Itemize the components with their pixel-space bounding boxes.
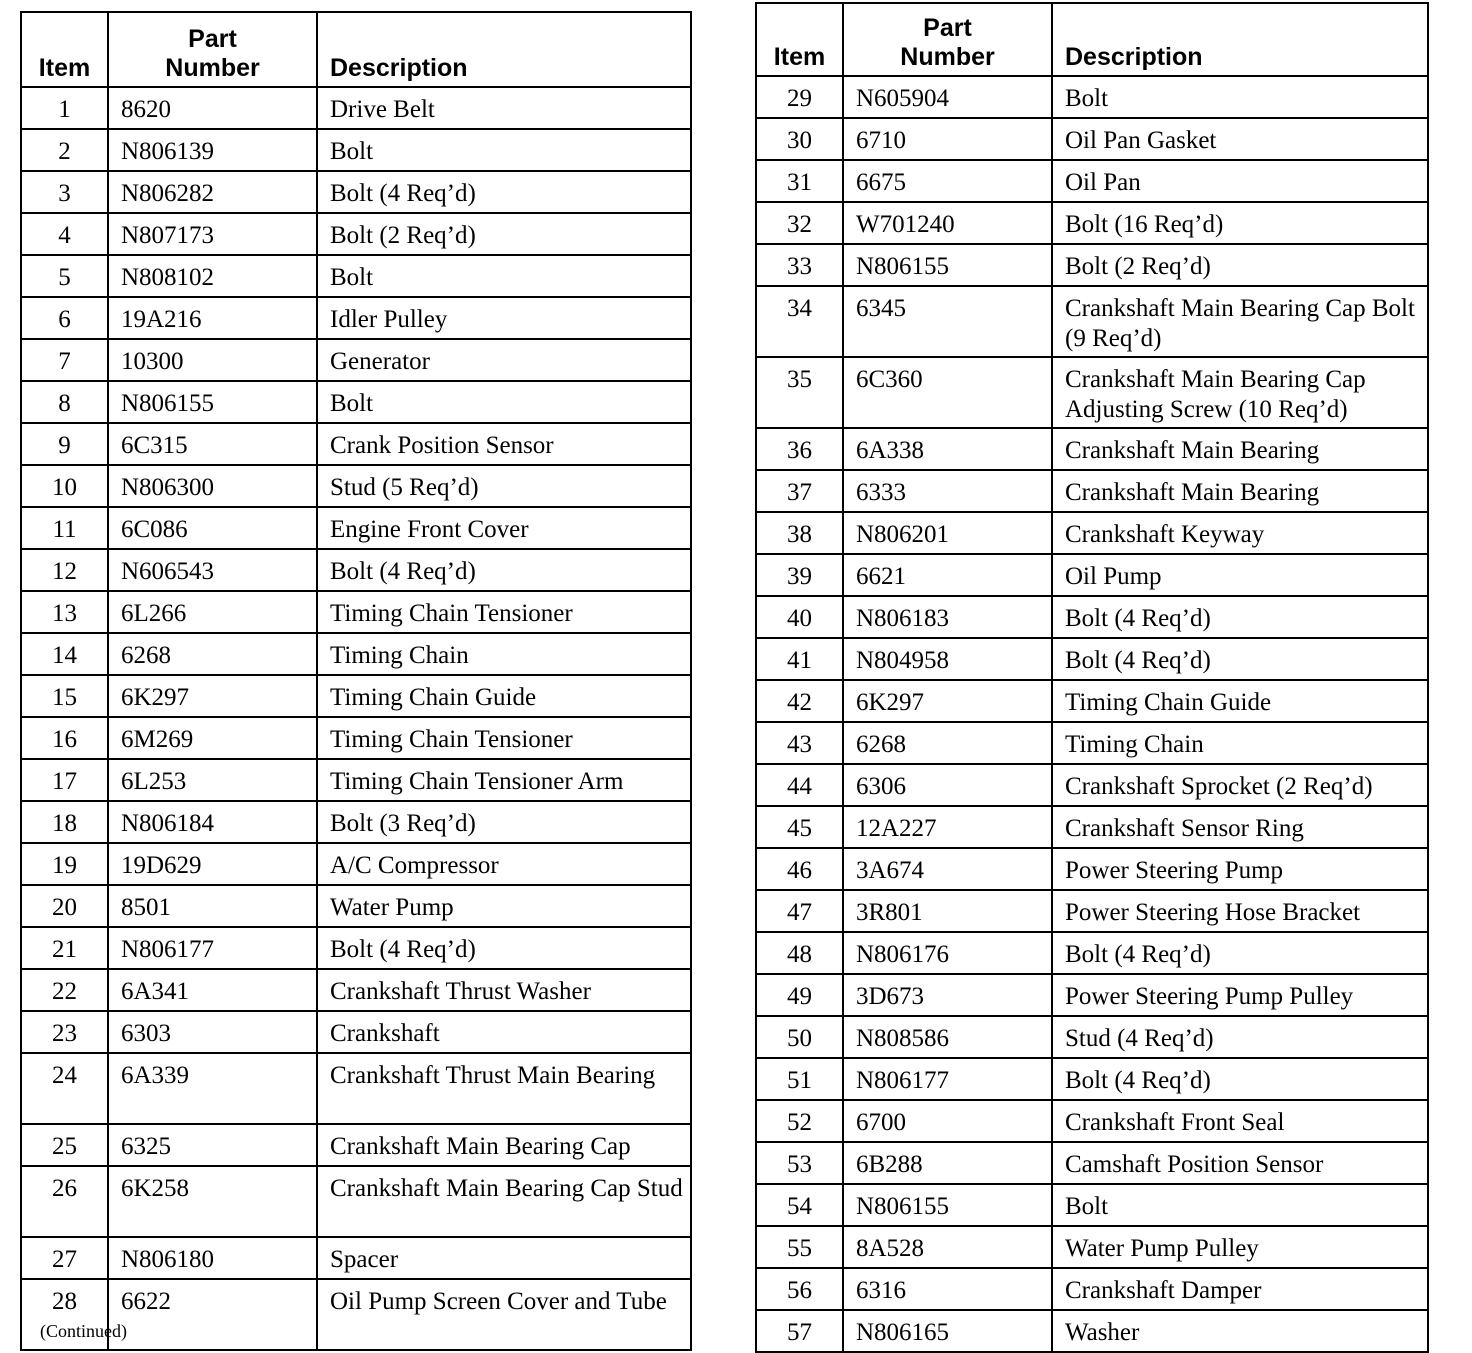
table-row (21, 591, 691, 633)
item-cell: 55 (756, 1226, 843, 1268)
part-number-cell: 6C086 (108, 507, 317, 549)
description-cell: Bolt (4 Req’d) (1052, 932, 1428, 974)
table-row (21, 1124, 691, 1166)
part-number-cell: 19A216 (108, 297, 317, 339)
part-number-cell: N806201 (843, 512, 1052, 554)
description-cell: Bolt (4 Req’d) (317, 171, 691, 213)
table-row (21, 1237, 691, 1279)
part-number-cell: N806155 (843, 244, 1052, 286)
part-number-cell: 6K297 (108, 675, 317, 717)
table-row (756, 974, 1428, 1016)
description-cell: Crankshaft Main Bearing Cap Adjusting Screw (10 Req’d) (1052, 357, 1428, 428)
description-cell: Crankshaft Main Bearing Cap Stud (317, 1166, 691, 1237)
description-cell: Stud (4 Req’d) (1052, 1016, 1428, 1058)
header-row (21, 12, 691, 87)
description-cell: Bolt (1052, 1184, 1428, 1226)
item-cell: 29 (756, 76, 843, 118)
item-cell: 31 (756, 160, 843, 202)
table-row (756, 1226, 1428, 1268)
description-cell: Power Steering Pump Pulley (1052, 974, 1428, 1016)
item-cell: 43 (756, 722, 843, 764)
table-row (21, 717, 691, 759)
description-cell: Oil Pan Gasket (1052, 118, 1428, 160)
table-row (21, 423, 691, 465)
description-cell: Washer (1052, 1310, 1428, 1352)
part-number-cell: 8A528 (843, 1226, 1052, 1268)
table-row (756, 680, 1428, 722)
description-cell: Crankshaft Sprocket (2 Req’d) (1052, 764, 1428, 806)
table-row (756, 1310, 1428, 1352)
part-number-cell: 8620 (108, 87, 317, 129)
table-row (756, 357, 1428, 428)
part-number-cell: 6268 (108, 633, 317, 675)
description-cell: Timing Chain (1052, 722, 1428, 764)
item-cell: 36 (756, 428, 843, 470)
item-cell: 17 (21, 759, 108, 801)
item-cell: 41 (756, 638, 843, 680)
description-cell: A/C Compressor (317, 843, 691, 885)
description-cell: Oil Pump Screen Cover and Tube (317, 1279, 691, 1350)
description-cell: Crankshaft Sensor Ring (1052, 806, 1428, 848)
part-number-cell: 3R801 (843, 890, 1052, 932)
item-cell: 28 (21, 1279, 108, 1350)
item-cell: 35 (756, 357, 843, 428)
part-number-cell: 6268 (843, 722, 1052, 764)
part-number-cell: 3D673 (843, 974, 1052, 1016)
description-cell: Timing Chain Tensioner Arm (317, 759, 691, 801)
item-cell: 8 (21, 381, 108, 423)
description-cell: Bolt (4 Req’d) (1052, 638, 1428, 680)
item-cell: 19 (21, 843, 108, 885)
item-cell: 46 (756, 848, 843, 890)
part-number-cell: 12A227 (843, 806, 1052, 848)
description-cell: Bolt (317, 129, 691, 171)
part-number-cell: N808102 (108, 255, 317, 297)
item-cell: 56 (756, 1268, 843, 1310)
description-cell: Bolt (317, 381, 691, 423)
part-number-cell: N806177 (108, 927, 317, 969)
item-cell: 7 (21, 339, 108, 381)
item-cell: 12 (21, 549, 108, 591)
parts-table-left-body (21, 87, 691, 1350)
part-number-cell: N807173 (108, 213, 317, 255)
part-number-cell: 6675 (843, 160, 1052, 202)
table-row (756, 118, 1428, 160)
item-cell: 37 (756, 470, 843, 512)
item-cell: 54 (756, 1184, 843, 1226)
item-cell: 53 (756, 1142, 843, 1184)
description-cell: Power Steering Pump (1052, 848, 1428, 890)
parts-table-right-body (756, 76, 1428, 1352)
part-number-cell: 6A341 (108, 969, 317, 1011)
header-part-number: Part Number (843, 3, 1052, 76)
table-row (21, 969, 691, 1011)
part-number-cell: N806180 (108, 1237, 317, 1279)
item-cell: 49 (756, 974, 843, 1016)
table-row (21, 255, 691, 297)
part-number-cell: 6325 (108, 1124, 317, 1166)
table-row (21, 507, 691, 549)
description-cell: Bolt (4 Req’d) (1052, 1058, 1428, 1100)
description-cell: Engine Front Cover (317, 507, 691, 549)
table-row (756, 428, 1428, 470)
part-number-cell: 6A339 (108, 1053, 317, 1124)
part-number-cell: N806155 (108, 381, 317, 423)
part-number-cell: 6K297 (843, 680, 1052, 722)
item-cell: 23 (21, 1011, 108, 1053)
part-number-cell: 6710 (843, 118, 1052, 160)
table-row (21, 843, 691, 885)
description-cell: Crankshaft Main Bearing (1052, 470, 1428, 512)
table-row (21, 927, 691, 969)
part-number-cell: 6A338 (843, 428, 1052, 470)
part-number-cell: W701240 (843, 202, 1052, 244)
table-row (756, 1100, 1428, 1142)
description-cell: Timing Chain (317, 633, 691, 675)
table-row (756, 160, 1428, 202)
header-description: Description (317, 12, 691, 87)
item-cell: 24 (21, 1053, 108, 1124)
table-row (21, 129, 691, 171)
part-number-cell: N605904 (843, 76, 1052, 118)
table-row (756, 638, 1428, 680)
table-row (756, 932, 1428, 974)
table-row (756, 470, 1428, 512)
part-number-cell: 3A674 (843, 848, 1052, 890)
part-number-cell: 8501 (108, 885, 317, 927)
table-row (756, 848, 1428, 890)
description-cell: Crankshaft Thrust Washer (317, 969, 691, 1011)
part-number-cell: 6C360 (843, 357, 1052, 428)
table-row (756, 722, 1428, 764)
part-number-cell: N804958 (843, 638, 1052, 680)
item-cell: 38 (756, 512, 843, 554)
description-cell: Crank Position Sensor (317, 423, 691, 465)
parts-table-left (20, 11, 692, 1351)
item-cell: 47 (756, 890, 843, 932)
item-cell: 20 (21, 885, 108, 927)
description-cell: Timing Chain Tensioner (317, 717, 691, 759)
part-number-cell: N806300 (108, 465, 317, 507)
description-cell: Crankshaft Damper (1052, 1268, 1428, 1310)
description-cell: Timing Chain Tensioner (317, 591, 691, 633)
item-cell: 39 (756, 554, 843, 596)
part-number-cell: N806184 (108, 801, 317, 843)
item-cell: 22 (21, 969, 108, 1011)
item-cell: 13 (21, 591, 108, 633)
part-number-cell: N806165 (843, 1310, 1052, 1352)
item-cell: 10 (21, 465, 108, 507)
item-cell: 34 (756, 286, 843, 357)
table-row (756, 764, 1428, 806)
parts-table-right (755, 2, 1429, 1353)
item-cell: 33 (756, 244, 843, 286)
table-row (756, 202, 1428, 244)
description-cell: Bolt (2 Req’d) (1052, 244, 1428, 286)
item-cell: 30 (756, 118, 843, 160)
item-cell: 26 (21, 1166, 108, 1237)
description-cell: Bolt (317, 255, 691, 297)
table-row (21, 87, 691, 129)
table-row (21, 465, 691, 507)
part-number-cell: N806139 (108, 129, 317, 171)
description-cell: Drive Belt (317, 87, 691, 129)
item-cell: 32 (756, 202, 843, 244)
description-cell: Bolt (4 Req’d) (317, 549, 691, 591)
table-row (756, 286, 1428, 357)
header-part-number: Part Number (108, 12, 317, 87)
item-cell: 1 (21, 87, 108, 129)
table-row (21, 1166, 691, 1237)
description-cell: Spacer (317, 1237, 691, 1279)
item-cell: 42 (756, 680, 843, 722)
description-cell: Camshaft Position Sensor (1052, 1142, 1428, 1184)
item-cell: 48 (756, 932, 843, 974)
part-number-cell: N806177 (843, 1058, 1052, 1100)
description-cell: Water Pump (317, 885, 691, 927)
item-cell: 11 (21, 507, 108, 549)
part-number-cell: 6621 (843, 554, 1052, 596)
part-number-cell: 6L266 (108, 591, 317, 633)
table-row (756, 1016, 1428, 1058)
table-row (21, 801, 691, 843)
description-cell: Crankshaft Main Bearing (1052, 428, 1428, 470)
table-row (756, 554, 1428, 596)
table-row (21, 1011, 691, 1053)
part-number-cell: 10300 (108, 339, 317, 381)
item-cell: 27 (21, 1237, 108, 1279)
item-cell: 52 (756, 1100, 843, 1142)
part-number-cell: 6303 (108, 1011, 317, 1053)
item-cell: 57 (756, 1310, 843, 1352)
table-row (21, 675, 691, 717)
header-item: Item (21, 12, 108, 87)
item-cell: 2 (21, 129, 108, 171)
part-number-cell: 6M269 (108, 717, 317, 759)
table-row (21, 171, 691, 213)
description-cell: Water Pump Pulley (1052, 1226, 1428, 1268)
table-row (756, 1058, 1428, 1100)
item-cell: 4 (21, 213, 108, 255)
table-row (21, 213, 691, 255)
part-number-cell: 6700 (843, 1100, 1052, 1142)
table-row (21, 633, 691, 675)
part-number-cell: N606543 (108, 549, 317, 591)
description-cell: Bolt (1052, 76, 1428, 118)
description-cell: Bolt (4 Req’d) (1052, 596, 1428, 638)
table-row (756, 76, 1428, 118)
part-number-cell: N806176 (843, 932, 1052, 974)
header-row (756, 3, 1428, 76)
part-number-cell: N806155 (843, 1184, 1052, 1226)
description-cell: Oil Pump (1052, 554, 1428, 596)
description-cell: Power Steering Hose Bracket (1052, 890, 1428, 932)
description-cell: Crankshaft Front Seal (1052, 1100, 1428, 1142)
part-number-cell: 6622 (108, 1279, 317, 1350)
table-row (21, 549, 691, 591)
table-row (756, 512, 1428, 554)
description-cell: Crankshaft Keyway (1052, 512, 1428, 554)
part-number-cell: 6345 (843, 286, 1052, 357)
item-cell: 40 (756, 596, 843, 638)
table-row (21, 339, 691, 381)
table-row (21, 297, 691, 339)
part-number-cell: 6B288 (843, 1142, 1052, 1184)
description-cell: Bolt (4 Req’d) (317, 927, 691, 969)
description-cell: Crankshaft Main Bearing Cap (317, 1124, 691, 1166)
table-row (756, 1184, 1428, 1226)
item-cell: 51 (756, 1058, 843, 1100)
table-row (756, 890, 1428, 932)
description-cell: Timing Chain Guide (1052, 680, 1428, 722)
item-cell: 21 (21, 927, 108, 969)
item-cell: 50 (756, 1016, 843, 1058)
table-row (756, 1142, 1428, 1184)
part-number-cell: 6306 (843, 764, 1052, 806)
part-number-cell: 6L253 (108, 759, 317, 801)
part-number-cell: 19D629 (108, 843, 317, 885)
item-cell: 3 (21, 171, 108, 213)
header-item: Item (756, 3, 843, 76)
item-cell: 5 (21, 255, 108, 297)
part-number-cell: N806282 (108, 171, 317, 213)
part-number-cell: 6333 (843, 470, 1052, 512)
item-cell: 18 (21, 801, 108, 843)
item-cell: 45 (756, 806, 843, 848)
item-cell: 15 (21, 675, 108, 717)
part-number-cell: 6K258 (108, 1166, 317, 1237)
table-row (21, 1053, 691, 1124)
table-row (756, 596, 1428, 638)
description-cell: Stud (5 Req’d) (317, 465, 691, 507)
item-cell: 25 (21, 1124, 108, 1166)
description-cell: Crankshaft Main Bearing Cap Bolt (9 Req’d) (1052, 286, 1428, 357)
description-cell: Bolt (3 Req’d) (317, 801, 691, 843)
description-cell: Idler Pulley (317, 297, 691, 339)
table-row (21, 759, 691, 801)
part-number-cell: N806183 (843, 596, 1052, 638)
description-cell: Generator (317, 339, 691, 381)
item-cell: 14 (21, 633, 108, 675)
header-description: Description (1052, 3, 1428, 76)
table-row (756, 244, 1428, 286)
description-cell: Oil Pan (1052, 160, 1428, 202)
table-row (21, 885, 691, 927)
item-cell: 16 (21, 717, 108, 759)
description-cell: Timing Chain Guide (317, 675, 691, 717)
table-row (21, 381, 691, 423)
description-cell: Crankshaft (317, 1011, 691, 1053)
description-cell: Crankshaft Thrust Main Bearing (317, 1053, 691, 1124)
part-number-cell: 6316 (843, 1268, 1052, 1310)
table-row (756, 806, 1428, 848)
item-cell: 44 (756, 764, 843, 806)
description-cell: Bolt (16 Req’d) (1052, 202, 1428, 244)
part-number-cell: 6C315 (108, 423, 317, 465)
part-number-cell: N808586 (843, 1016, 1052, 1058)
item-cell: 9 (21, 423, 108, 465)
continued-note: (Continued) (40, 1321, 127, 1341)
table-row (756, 1268, 1428, 1310)
item-cell: 6 (21, 297, 108, 339)
description-cell: Bolt (2 Req’d) (317, 213, 691, 255)
